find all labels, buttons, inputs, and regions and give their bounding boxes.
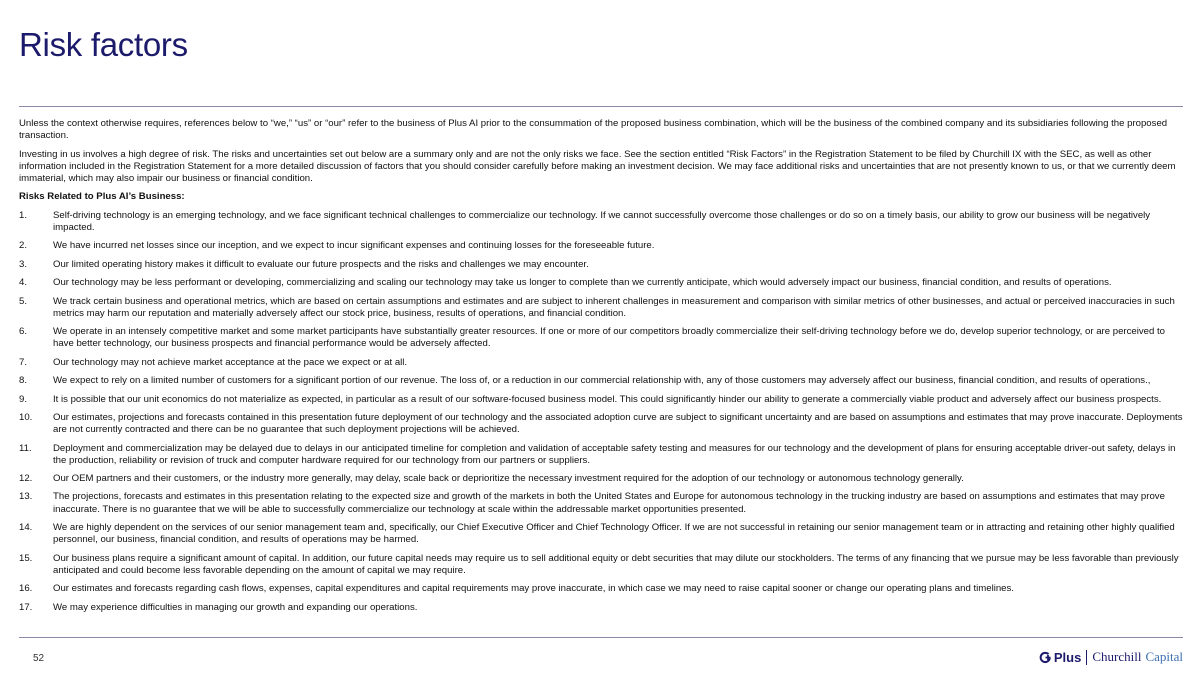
risk-number: 7. [19,356,28,368]
risk-item [19,473,1183,485]
risk-text: Deployment and commercialization may be delayed due to delays in our anticipated timeline for completion and validation of acceptable safety testing and measures for our technology and the development of plans for ensuring acceptable driver-out safety, delays in the production, reliability or revision of truck and computer hardware required for our technology from our partners or suppliers. [53,442,1176,466]
risk-number: 1. [19,209,28,221]
risk-number: 6. [19,326,28,338]
risk-text: We track certain business and operational metrics, which are based on certain assumptions and estimates and are subject to inherent challenges in measurement and comparison with similar metrics of other businesses, and actual or perceived inaccuracies in such metrics may harm our reputation and materially adversely affect our stock price, business, results of operations, and financial condition. [53,295,1175,319]
top-divider [19,106,1183,107]
risk-item [19,522,1183,546]
risk-number: 16. [19,583,33,595]
plus-logo [1039,650,1081,665]
risk-number: 15. [19,552,33,564]
risk-text: We may experience difficulties in managing our growth and expanding our operations. [53,601,418,613]
risk-text: Our limited operating history makes it difficult to evaluate our future prospects and the risks and challenges we may encounter. [53,258,589,270]
page-number: 52 [33,653,45,664]
intro-paragraph-1: Unless the context otherwise requires, references below to “we,” “us” or “our” refer to the business of Plus AI prior to the consummation of the proposed business combination, which will be the business of the combined company and its subsidiaries following the proposed transaction. [19,118,1168,142]
risk-text: Our OEM partners and their customers, or the industry more generally, may delay, scale back or deprioritize the necessary investment required for the adoption of our technology or autonomous technology generally. [53,473,964,485]
risk-number: 2. [19,240,28,252]
footer-logo [1039,648,1183,666]
risk-item [19,443,1183,467]
risk-number: 12. [19,473,33,485]
risk-text: Our estimates, projections and forecasts contained in this presentation future deployment of our technology and the associated adoption curve are subject to significant uncertainty and are based on assumptions and estimates that may prove inaccurate. Deployments are not currently contracted and there can be no guarantee that such deployment projections will be achieved. [53,411,1183,436]
risk-item [19,491,1183,515]
risk-text: We are highly dependent on the services of our senior management team and, specifically, our Chief Executive Officer and Chief Technology Officer. If we are not successful in retaining our senior management team or in attracting and retaining other highly qualified personnel, our business, financial condition, and results of operations may be harmed. [53,522,1175,546]
risk-item [19,357,1183,369]
risk-text: Self-driving technology is an emerging technology, and we face significant technical challenges to commercialize our technology. If we cannot successfully overcome those challenges or do so on a timely basis, our ability to grow our business will be negatively impacted. [53,209,1151,233]
risk-item [19,412,1183,436]
intro-paragraph-2: Investing in us involves a high degree of risk. The risks and uncertainties set out below are a summary only and are not the only risks we face. See the section entitled “Risk Factors” in the Registration Statement to be filed by Churchill IX with the SEC, as well as other information included in the Registration Statement for a more detailed discussion of factors that you should consider carefully before making an investment decision. We may face additional risks and uncertainties that are not presently known to us, or that we currently deem immaterial, which may also impair our business or financial condition. [19,148,1176,184]
risk-item [19,553,1183,577]
risk-text: We have incurred net losses since our inception, and we expect to incur significant expenses and continuing losses for the foreseeable future. [53,240,655,252]
risk-item [19,583,1183,595]
risk-number: 14. [19,522,33,534]
risk-text: It is possible that our unit economics do not materialize as expected, in particular as a result of our software-focused business model. This could significantly hinder our ability to generate a commercially viable product and adversely affect our business prospects. [53,393,1162,405]
churchill-logo-text: Churchill [1092,649,1142,664]
risk-number: 5. [19,295,28,307]
risk-item [19,240,1183,252]
risk-number: 10. [19,411,33,423]
risk-factors-body [19,118,1183,620]
plus-logo-text: Plus [1053,649,1082,665]
risk-item [19,259,1183,271]
risk-number: 17. [19,601,33,613]
risk-number: 9. [19,393,28,405]
capital-logo-text: Capital [1145,649,1183,664]
bottom-divider [19,637,1183,638]
risk-text: We operate in an intensely competitive market and some market participants have substantially greater resources. If one or more of our competitors broadly commercialize their self-driving technology before we do, develop superior technology, or are perceived to have better technology, our business prospects and financial performance would be adversely affected. [53,326,1166,350]
risk-list [19,210,1183,614]
logo-separator [1086,650,1087,665]
risk-item [19,296,1183,320]
risk-text: Our business plans require a significant amount of capital. In addition, our future capital needs may require us to sell additional equity or debt securities that may dilute our stockholders. The terms of any financing that we pursue may be less favorable than previously anticipated and could become less favorable depending on the amount of capital we may require. [53,552,1179,576]
risk-item [19,375,1183,387]
slide-title: Risk factors [19,26,188,63]
plus-logo-icon [1039,651,1052,664]
risk-item [19,394,1183,406]
section-heading: Risks Related to Plus AI’s Business: [19,191,185,203]
risk-text: Our technology may be less performant or developing, commercializing and scaling our technology may take us longer to complete than we currently anticipate, which would adversely impact our business, financial condition, and results of operations. [53,277,1112,289]
risk-text: Our estimates and forecasts regarding cash flows, expenses, capital expenditures and capital requirements may prove inaccurate, in which case we may need to raise capital sooner or change our operating plans and timelines. [53,583,1014,595]
risk-item [19,210,1183,234]
risk-number: 3. [19,258,28,270]
risk-item [19,277,1183,289]
risk-number: 4. [19,277,28,289]
risk-text: We expect to rely on a limited number of customers for a significant portion of our revenue. The loss of, or a reduction in our commercial relationship with, any of those customers may adversely affect our business, financial condition, and results of operations., [53,375,1151,387]
risk-text: Our technology may not achieve market acceptance at the pace we expect or at all. [53,356,408,368]
risk-number: 8. [19,375,28,387]
risk-item [19,602,1183,614]
risk-item [19,326,1183,350]
risk-text: The projections, forecasts and estimates in this presentation relating to the expected size and growth of the markets in both the United States and Europe for autonomous technology in the trucking industry are based on assumptions and estimates that may prove inaccurate. There is no guarantee that we will be able to successfully commercialize our technology at scale within the addressable market opportunities presented. [53,491,1165,515]
risk-number: 13. [19,491,33,503]
risk-number: 11. [19,442,32,454]
